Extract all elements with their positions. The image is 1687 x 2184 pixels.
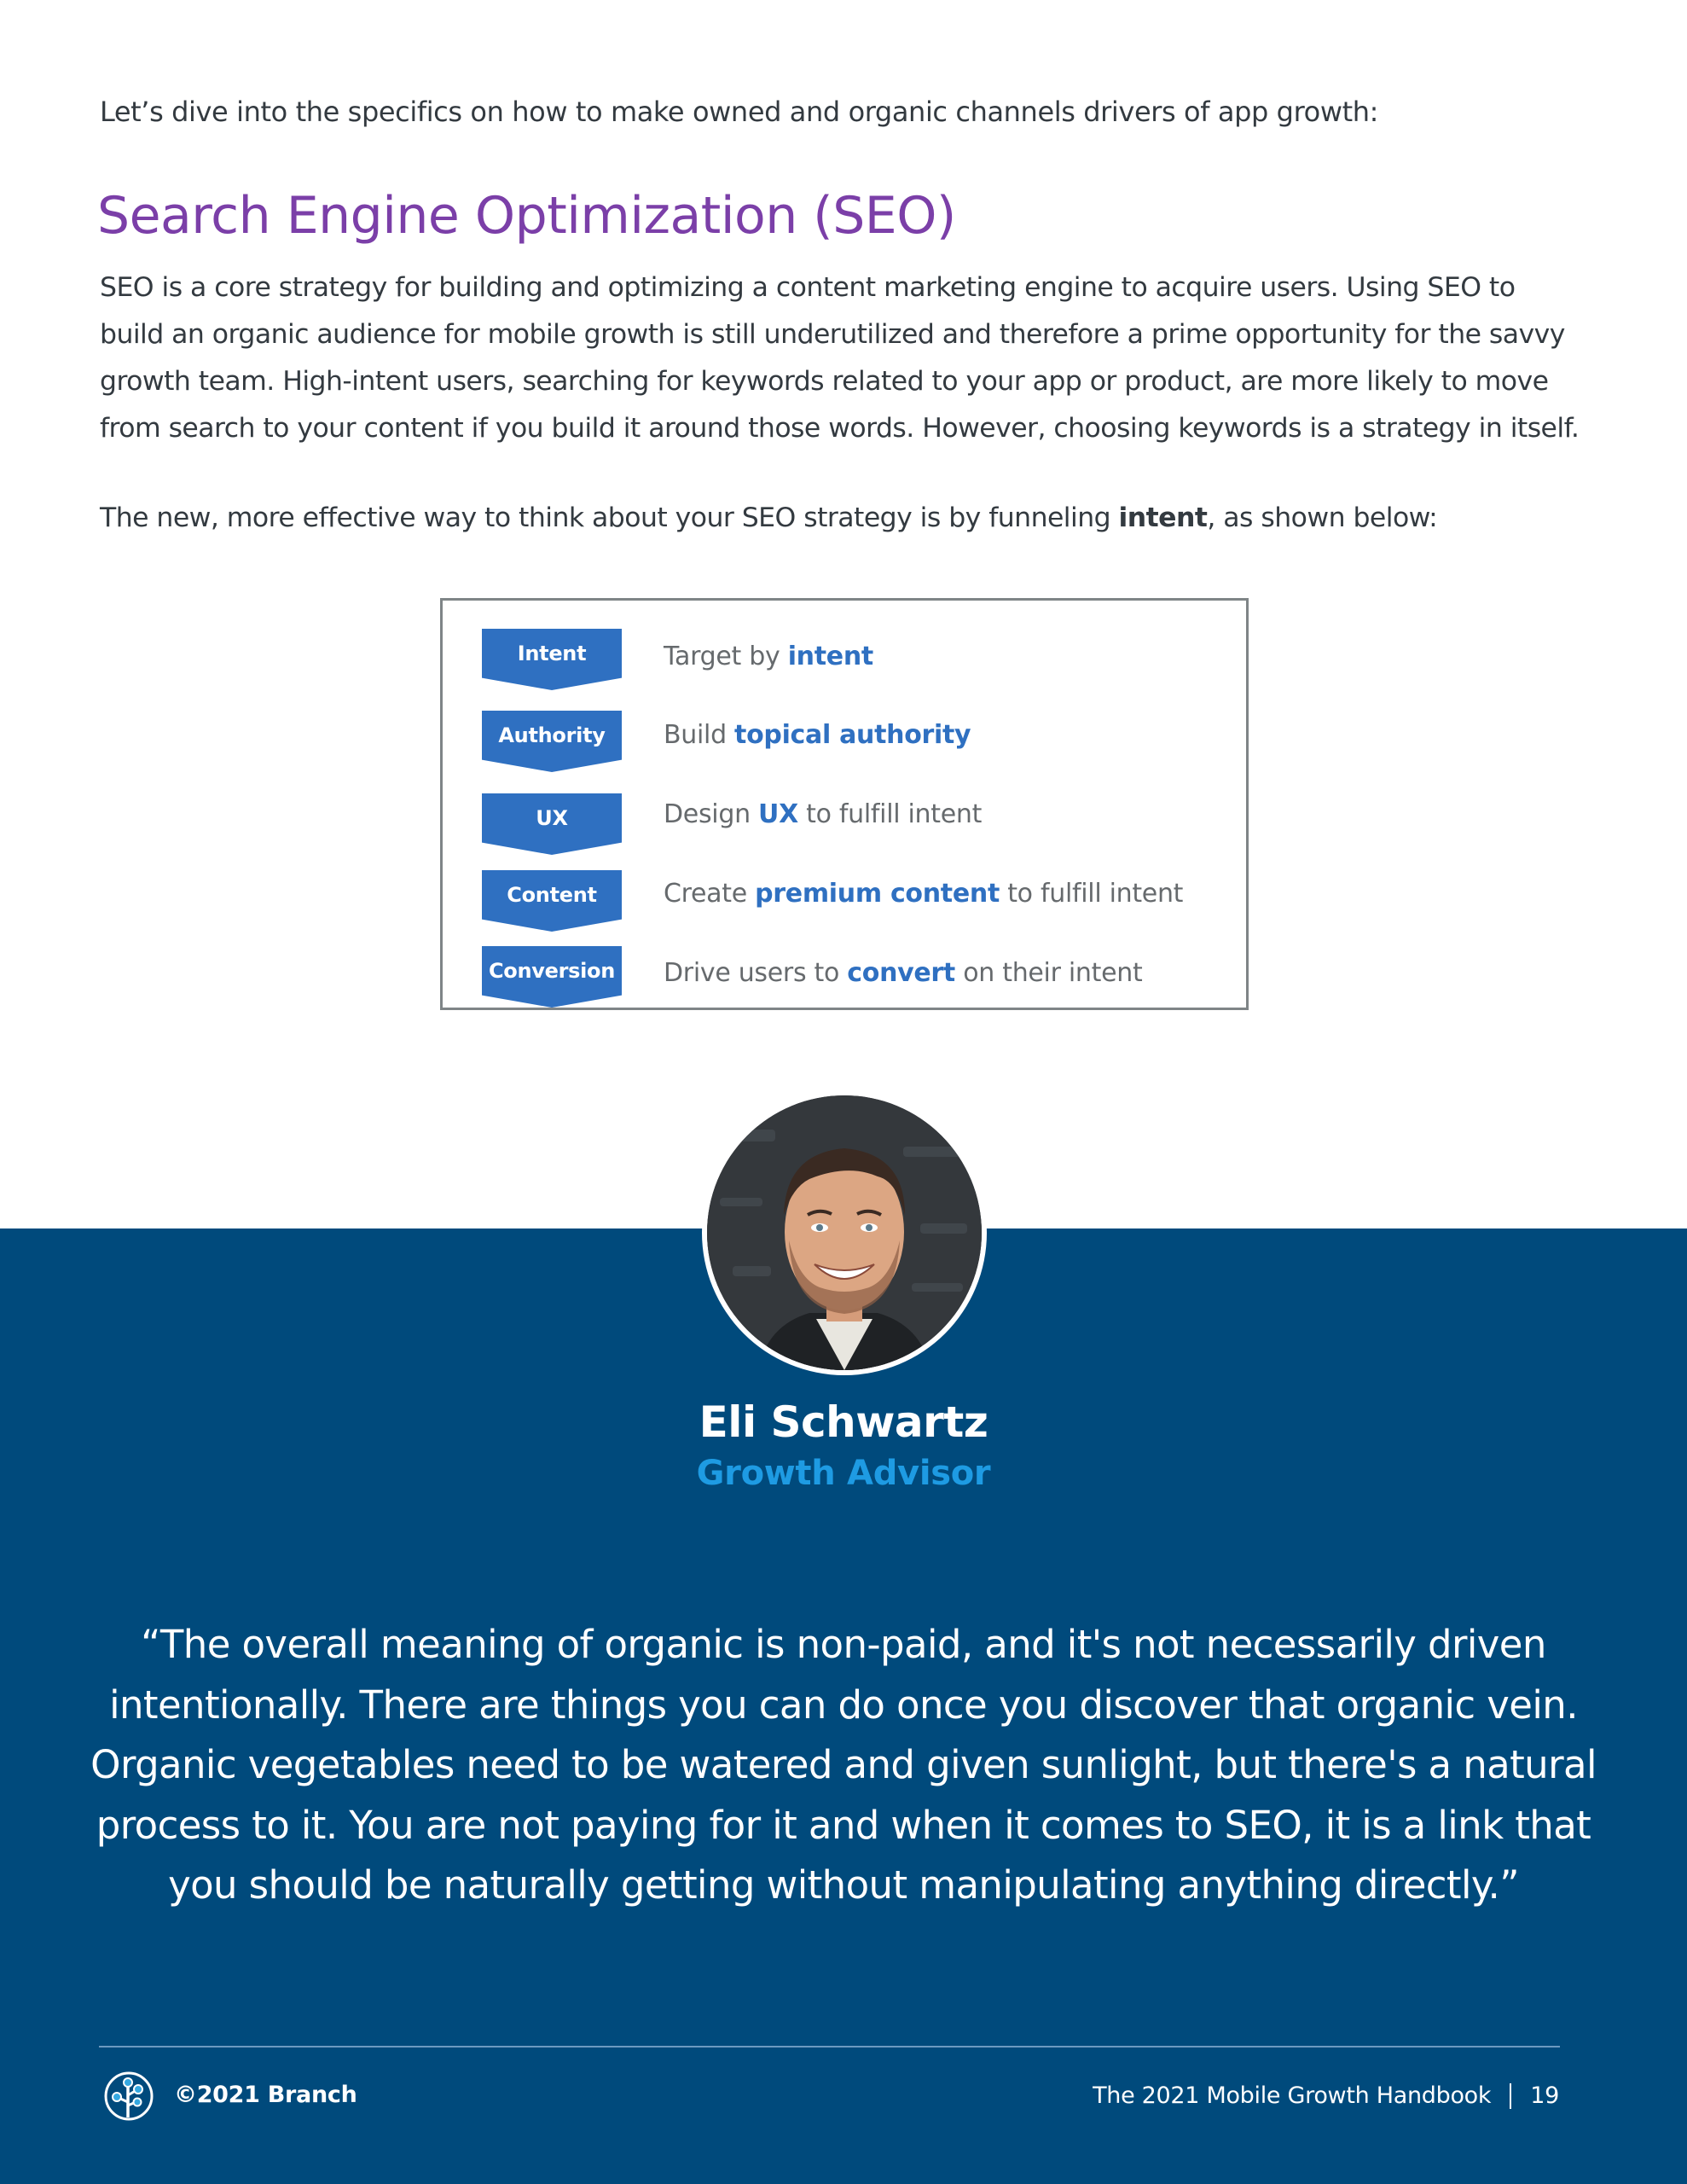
paragraph-line: from search to your content if you build it around those words. However, choosing keywords is a strategy in itself.: [100, 413, 1580, 444]
intent-funnel-diagram: [440, 598, 1249, 1010]
step-text-highlight: convert: [847, 958, 955, 988]
profile-name: Eli Schwartz: [699, 1397, 988, 1447]
pull-quote: [85, 1615, 1602, 1916]
funnel-sentence: [100, 502, 1437, 533]
paragraph-line: build an organic audience for mobile growth is still underutilized and therefore a prime opportunity for the savvy: [100, 319, 1565, 350]
step-text-highlight: premium content: [755, 879, 1000, 909]
step-label: Authority: [498, 723, 606, 747]
step-text-plain: Design: [664, 799, 759, 829]
funnel-sentence-bold: intent: [1118, 502, 1208, 533]
branch-logo-icon: [102, 2070, 155, 2123]
funnel-step-conversion: [482, 946, 622, 1008]
step-label: Intent: [517, 642, 587, 665]
step-description: [664, 642, 873, 671]
paragraph-line: SEO is a core strategy for building and optimizing a content marketing engine to acquire users. Using SEO to: [100, 272, 1516, 303]
funnel-step-authority: [482, 711, 622, 772]
step-description: [664, 958, 1142, 988]
step-label: UX: [536, 806, 568, 830]
quote-line: “The overall meaning of organic is non-paid, and it's not necessarily driven: [141, 1622, 1546, 1667]
footer-divider: [99, 2046, 1560, 2048]
separator: [1510, 2083, 1511, 2109]
section-heading: Search Engine Optimization (SEO): [97, 186, 956, 246]
step-text-plain: on their intent: [954, 958, 1143, 988]
profile-title: Growth Advisor: [696, 1454, 991, 1493]
funnel-step-content: [482, 870, 622, 932]
step-label: Content: [507, 883, 597, 907]
quote-line: process to it. You are not paying for it and when it comes to SEO, it is a link that: [96, 1802, 1591, 1848]
funnel-sentence-end: , as shown below:: [1207, 502, 1438, 533]
funnel-sentence-start: The new, more effective way to think about your SEO strategy is by funneling: [100, 502, 1119, 533]
step-text-plain: Build: [664, 720, 735, 750]
step-description: [664, 879, 1183, 909]
step-text-highlight: topical authority: [734, 720, 971, 750]
step-text-highlight: intent: [787, 642, 873, 671]
quote-line: Organic vegetables need to be watered and given sunlight, but there's a natural: [90, 1742, 1597, 1787]
step-label: Conversion: [488, 959, 616, 983]
funnel-step-ux: [482, 793, 622, 855]
section-paragraph: [100, 264, 1601, 452]
avatar: [702, 1090, 987, 1375]
quote-line: you should be naturally getting without manipulating anything directly.”: [168, 1862, 1519, 1908]
funnel-step-intent: [482, 629, 622, 690]
person-photo-icon: [707, 1095, 982, 1370]
footer-publication: [1093, 2082, 1559, 2109]
page-number: 19: [1530, 2082, 1559, 2109]
publication-title: The 2021 Mobile Growth Handbook: [1093, 2082, 1492, 2109]
step-text-plain: to fulfill intent: [797, 799, 983, 829]
step-text-plain: Target by: [664, 642, 788, 671]
step-text-plain: to fulfill intent: [999, 879, 1184, 909]
step-description: [664, 799, 982, 829]
step-text-highlight: UX: [758, 799, 798, 829]
quote-line: intentionally. There are things you can do once you discover that organic vein.: [109, 1682, 1578, 1728]
paragraph-line: growth team. High-intent users, searching for keywords related to your app or product, are more likely to move: [100, 366, 1549, 397]
intro-text: Let’s dive into the specifics on how to make owned and organic channels drivers of app growth:: [100, 96, 1378, 128]
step-text-plain: Create: [664, 879, 756, 909]
step-description: [664, 720, 971, 750]
footer-copyright: ©2021 Branch: [174, 2082, 357, 2108]
step-text-plain: Drive users to: [664, 958, 848, 988]
